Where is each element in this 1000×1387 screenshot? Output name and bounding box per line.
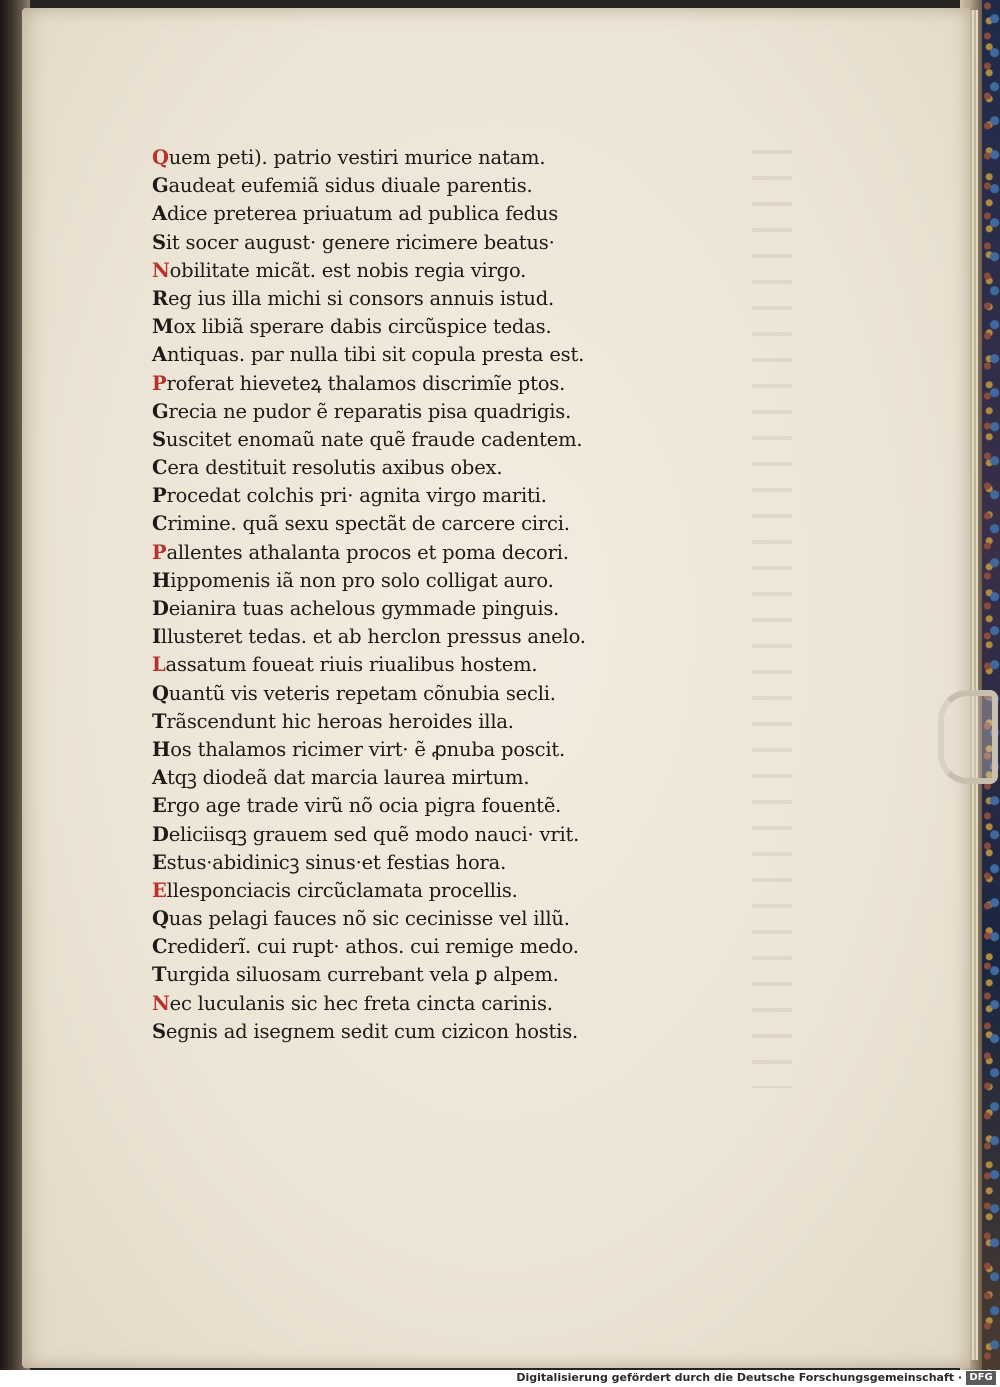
text-line <box>152 285 712 313</box>
text-line <box>152 482 712 510</box>
line-initial: P <box>152 371 167 395</box>
line-initial: Q <box>152 907 169 931</box>
line-text: assatum foueat riuis riualibus hostem. <box>165 653 538 677</box>
page-clip <box>938 690 998 784</box>
text-line <box>152 398 712 426</box>
line-initial: A <box>152 202 167 226</box>
text-line <box>152 454 712 482</box>
text-line <box>152 905 712 933</box>
text-line <box>152 792 712 820</box>
text-line <box>152 341 712 369</box>
line-text: roferat hieveteꝝ thalamos discrimĩe ptos. <box>166 371 566 395</box>
line-initial: T <box>152 709 167 733</box>
text-line <box>152 651 712 679</box>
line-text: rediderĩ. cui rupt· athos. cui remige medo. <box>167 935 579 959</box>
text-line <box>152 370 712 398</box>
text-line <box>152 172 712 200</box>
text-line <box>152 229 712 257</box>
text-line <box>152 961 712 989</box>
line-text: stus·abidinicꝫ sinus·et festias hora. <box>166 850 507 874</box>
line-text: audeat eufemiã sidus diuale parentis. <box>168 174 533 198</box>
text-line <box>152 200 712 228</box>
line-text: era destituit resolutis axibus obex. <box>167 456 503 480</box>
line-initial: S <box>152 230 166 254</box>
text-line <box>152 849 712 877</box>
line-text: rimine. quã sexu spectãt de carcere circi. <box>167 512 570 536</box>
line-initial: G <box>152 174 169 198</box>
text-line <box>152 680 712 708</box>
line-text: obilitate micãt. est nobis regia virgo. <box>169 258 527 282</box>
line-text: ox libiã sperare dabis circũspice tedas. <box>173 315 552 339</box>
line-text: egnis ad isegnem sedit cum cizicon hostis. <box>165 1019 579 1043</box>
line-initial: D <box>152 822 169 846</box>
line-text: rãscendunt hic heroas heroides illa. <box>166 709 514 733</box>
line-initial: P <box>152 484 167 508</box>
line-initial: N <box>152 258 170 282</box>
dfg-logo: DFG <box>966 1371 996 1385</box>
text-line <box>152 1018 712 1046</box>
line-initial: S <box>152 1019 166 1043</box>
line-initial: A <box>152 766 167 790</box>
text-line <box>152 144 712 172</box>
line-text: eianira tuas achelous gymmade pinguis. <box>168 597 560 620</box>
line-initial: Q <box>152 681 169 705</box>
text-line <box>152 877 712 905</box>
line-text: llusteret tedas. et ab herclon pressus anelo. <box>160 625 586 649</box>
text-block <box>152 144 712 1046</box>
line-text: allentes athalanta procos et poma decori. <box>166 540 569 564</box>
line-text: urgida siluosam currebant vela ꝑ alpem. <box>166 963 559 987</box>
text-line <box>152 933 712 961</box>
text-line <box>152 510 712 538</box>
line-text: it socer august· genere ricimere beatus· <box>165 230 555 254</box>
text-line <box>152 623 712 651</box>
line-initial: D <box>152 597 169 620</box>
line-initial: G <box>152 399 169 423</box>
line-initial: C <box>152 456 168 480</box>
line-initial: Q <box>152 146 169 169</box>
line-initial: N <box>152 991 170 1015</box>
line-text: ntiquas. par nulla tibi sit copula presta est. <box>166 343 585 367</box>
line-text: recia ne pudor ẽ reparatis pisa quadrigis. <box>168 399 572 423</box>
line-text: eliciisqꝫ grauem sed quẽ modo nauci· vrit. <box>168 822 580 846</box>
line-text: rgo age trade virũ nõ ocia pigra fouentẽ. <box>166 794 562 818</box>
show-through <box>752 128 792 1088</box>
text-line <box>152 595 712 623</box>
text-line <box>152 821 712 849</box>
line-initial: E <box>152 794 167 818</box>
line-text: ec luculanis sic hec freta cincta carinis. <box>169 991 553 1015</box>
line-text: dice preterea priuatum ad publica fedus <box>166 202 559 226</box>
text-line <box>152 426 712 454</box>
text-line <box>152 990 712 1018</box>
line-initial: P <box>152 540 167 564</box>
text-line <box>152 567 712 595</box>
line-text: ippomenis iã non pro solo colligat auro. <box>170 568 554 592</box>
line-text: uscitet enomaũ nate quẽ fraude cadentem. <box>165 427 583 451</box>
line-initial: E <box>152 850 167 874</box>
line-initial: M <box>152 315 174 339</box>
line-initial: H <box>152 737 171 761</box>
marbled-cover <box>982 0 1000 1370</box>
line-initial: L <box>152 653 166 677</box>
text-line <box>152 708 712 736</box>
line-text: eg ius illa michi si consors annuis istud. <box>168 286 555 310</box>
line-initial: E <box>152 878 167 902</box>
book-page <box>22 8 970 1368</box>
line-initial: A <box>152 343 167 367</box>
line-text: uas pelagi fauces nõ sic cecinisse vel illũ. <box>168 907 570 931</box>
line-text: uem peti). patrio vestiri murice natam. <box>168 146 546 169</box>
line-text: llesponciacis circũclamata procellis. <box>166 878 518 902</box>
text-line <box>152 313 712 341</box>
text-line <box>152 764 712 792</box>
line-initial: C <box>152 935 168 959</box>
line-initial: S <box>152 427 166 451</box>
line-initial: H <box>152 568 171 592</box>
line-text: uantũ vis veteris repetam cõnubia secli. <box>168 681 556 705</box>
line-text: rocedat colchis pri· agnita virgo mariti. <box>166 484 547 508</box>
footer-bar <box>0 1370 1000 1387</box>
text-line <box>152 539 712 567</box>
line-initial: I <box>152 625 161 649</box>
line-initial: C <box>152 512 168 536</box>
footer-credit: Digitalisierung gefördert durch die Deutsche Forschungsgemeinschaft · <box>516 1371 962 1384</box>
text-line <box>152 736 712 764</box>
text-line <box>152 257 712 285</box>
line-text: tqꝫ diodeã dat marcia laurea mirtum. <box>166 766 530 790</box>
line-text: os thalamos ricimer virt· ẽ ꝓnuba poscit. <box>170 737 566 761</box>
line-initial: T <box>152 963 167 987</box>
line-initial: R <box>152 286 169 310</box>
